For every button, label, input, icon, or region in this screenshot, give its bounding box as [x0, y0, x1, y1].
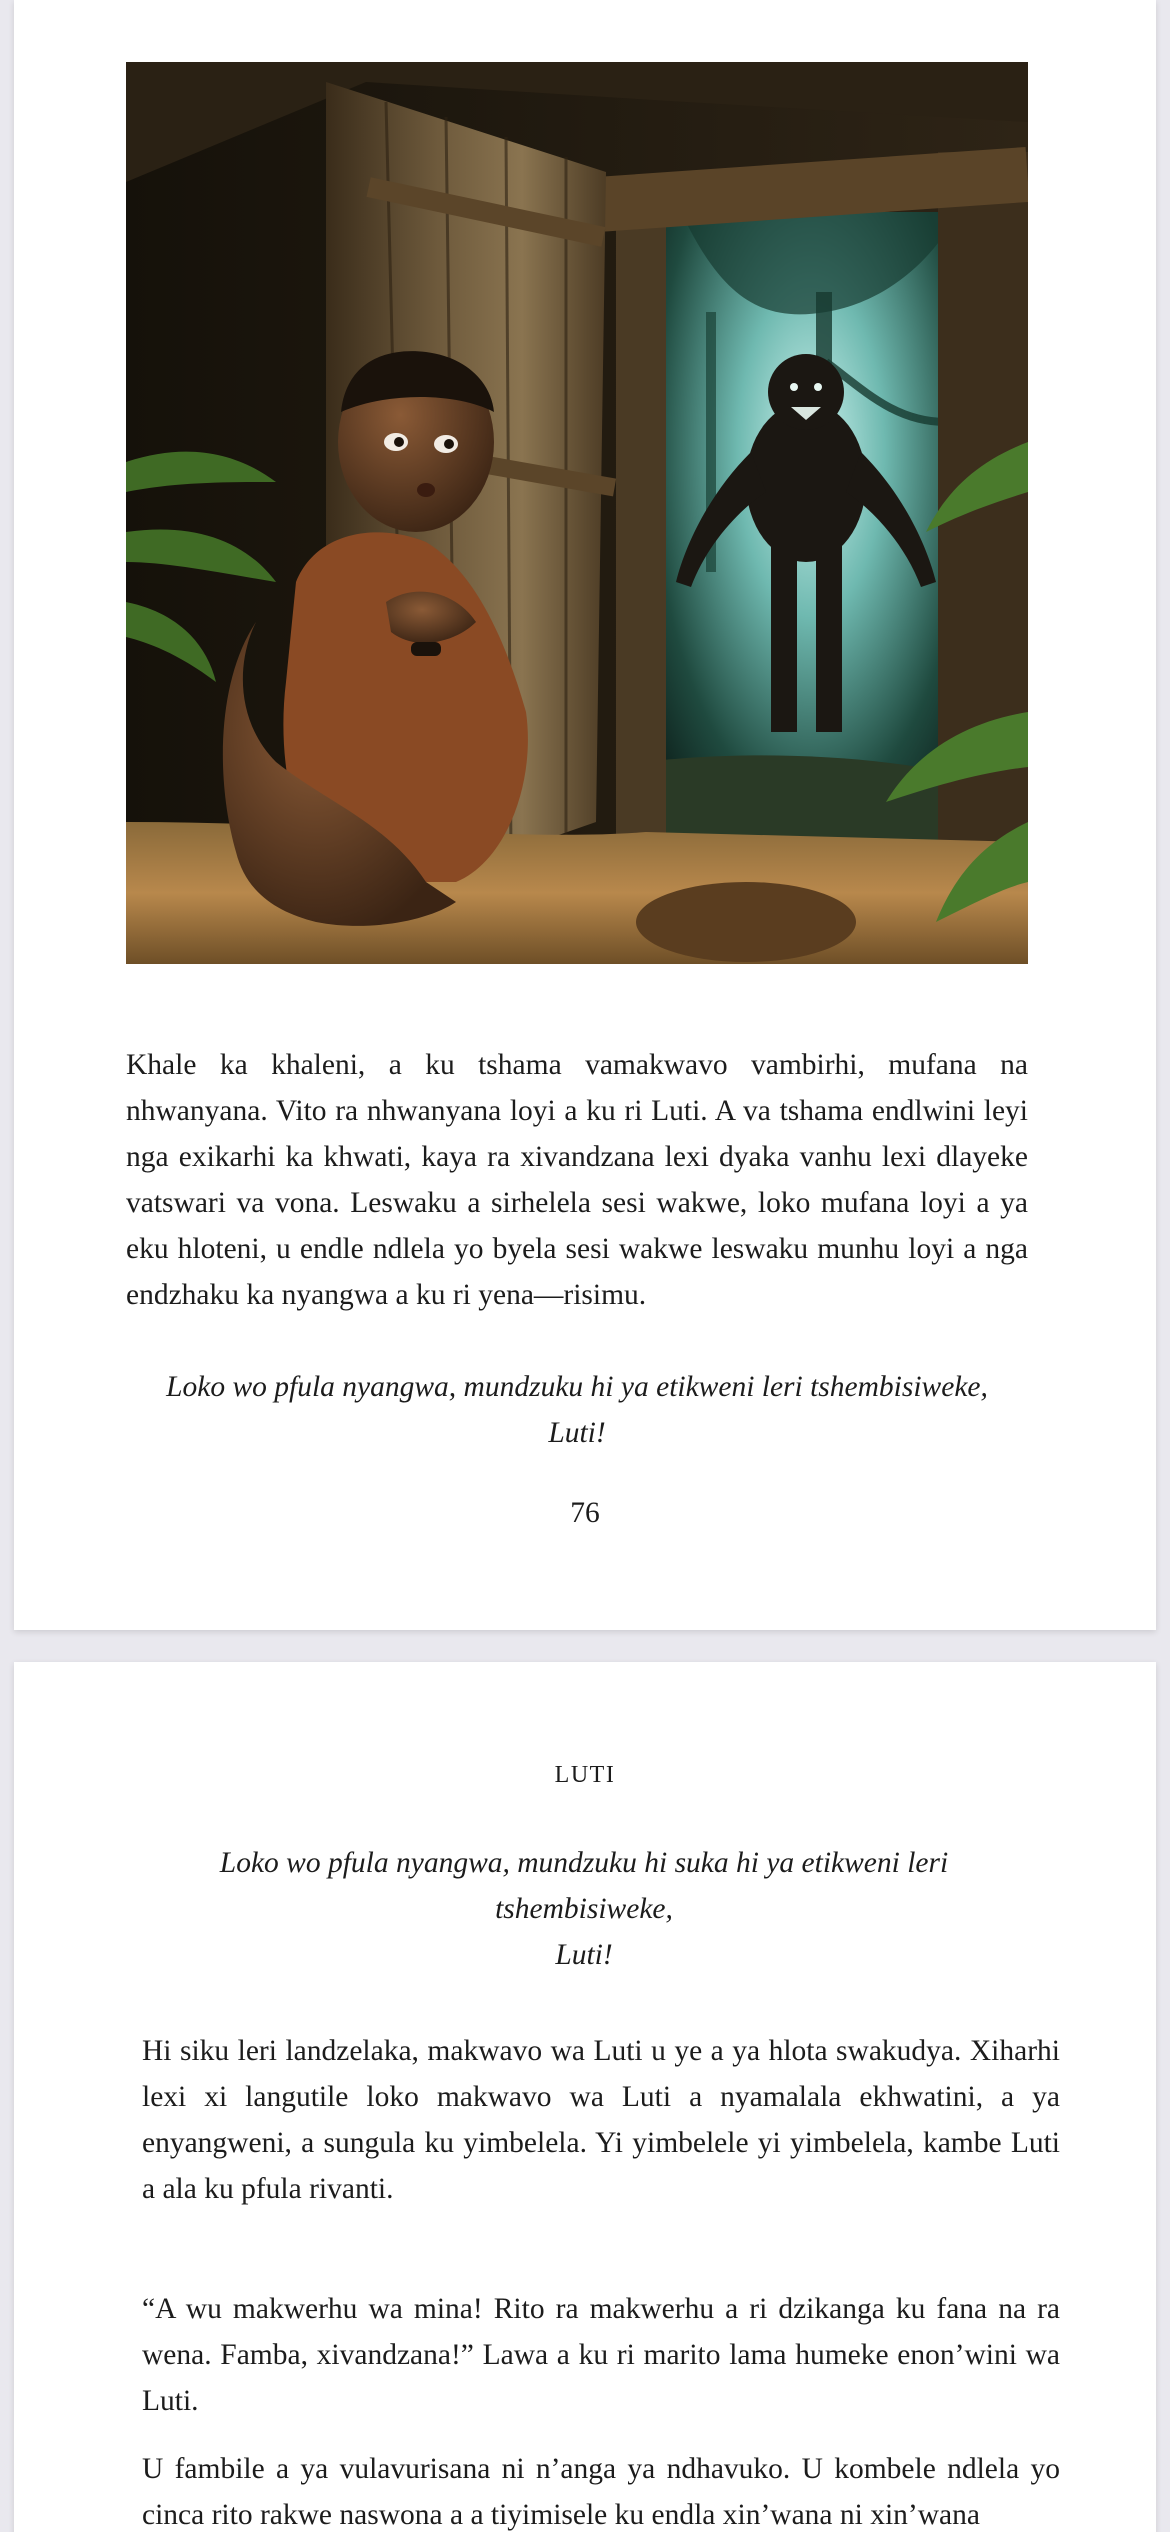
- song-verse-line: Loko wo pfula nyangwa, mundzuku hi suka hi ya etikweni leri: [219, 1847, 949, 1879]
- story-paragraph: Hi siku leri landzelaka, makwavo wa Luti u ye a ya hlota swakudya. Xiharhi lexi xi langutile loko makwavo wa Luti a nyamalala ekhwatini, a ya enyangweni, a sungula ku yimbelela. Yi yimbelele yi yimbelela, kambe Luti a ala ku pfula rivanti.: [142, 2035, 1060, 2205]
- song-verse-line: Luti!: [548, 1417, 606, 1449]
- song-verse: [126, 1364, 1028, 1456]
- story-paragraph: “A wu makwerhu wa mina! Rito ra makwerhu a ri dzikanga ku fana na ra wena. Famba, xivandzana!” Lawa a ku ri marito lama humeke enon’wini wa Luti.: [142, 2293, 1060, 2417]
- page-77: [14, 1662, 1156, 2532]
- running-header: LUTI: [554, 1762, 616, 1788]
- story-paragraph: U fambile a ya vulavurisana ni n’anga ya ndhavuko. U kombele ndlela yo cinca rito rakwe naswona a a tiyimisele ku endla xin’wana ni xin’wana: [142, 2453, 1060, 2531]
- song-verse-line: Luti!: [555, 1939, 613, 1971]
- story-illustration: [126, 62, 1028, 964]
- page-76: [14, 0, 1156, 1630]
- song-verse-line: Loko wo pfula nyangwa, mundzuku hi ya etikweni leri tshembisiweke,: [166, 1371, 988, 1403]
- song-verse-line: tshembisiweke,: [495, 1893, 673, 1925]
- song-verse: [194, 1840, 974, 1978]
- story-paragraph: Khale ka khaleni, a ku tshama vamakwavo vambirhi, mufana na nhwanyana. Vito ra nhwanyana loyi a ku ri Luti. A va tshama endlwini leyi nga exikarhi ka khwati, kaya ra xivandzana lexi dyaka vanhu lexi dlayeke vatswari va vona. Leswaku a sirhelela sesi wakwe, loko mufana loyi a ya eku hloteni, u endle ndlela yo byela sesi wakwe leswaku munhu loyi a nga endzhaku ka nyangwa a ku ri yena—risimu.: [126, 1049, 1028, 1311]
- page-number: 76: [570, 1497, 600, 1529]
